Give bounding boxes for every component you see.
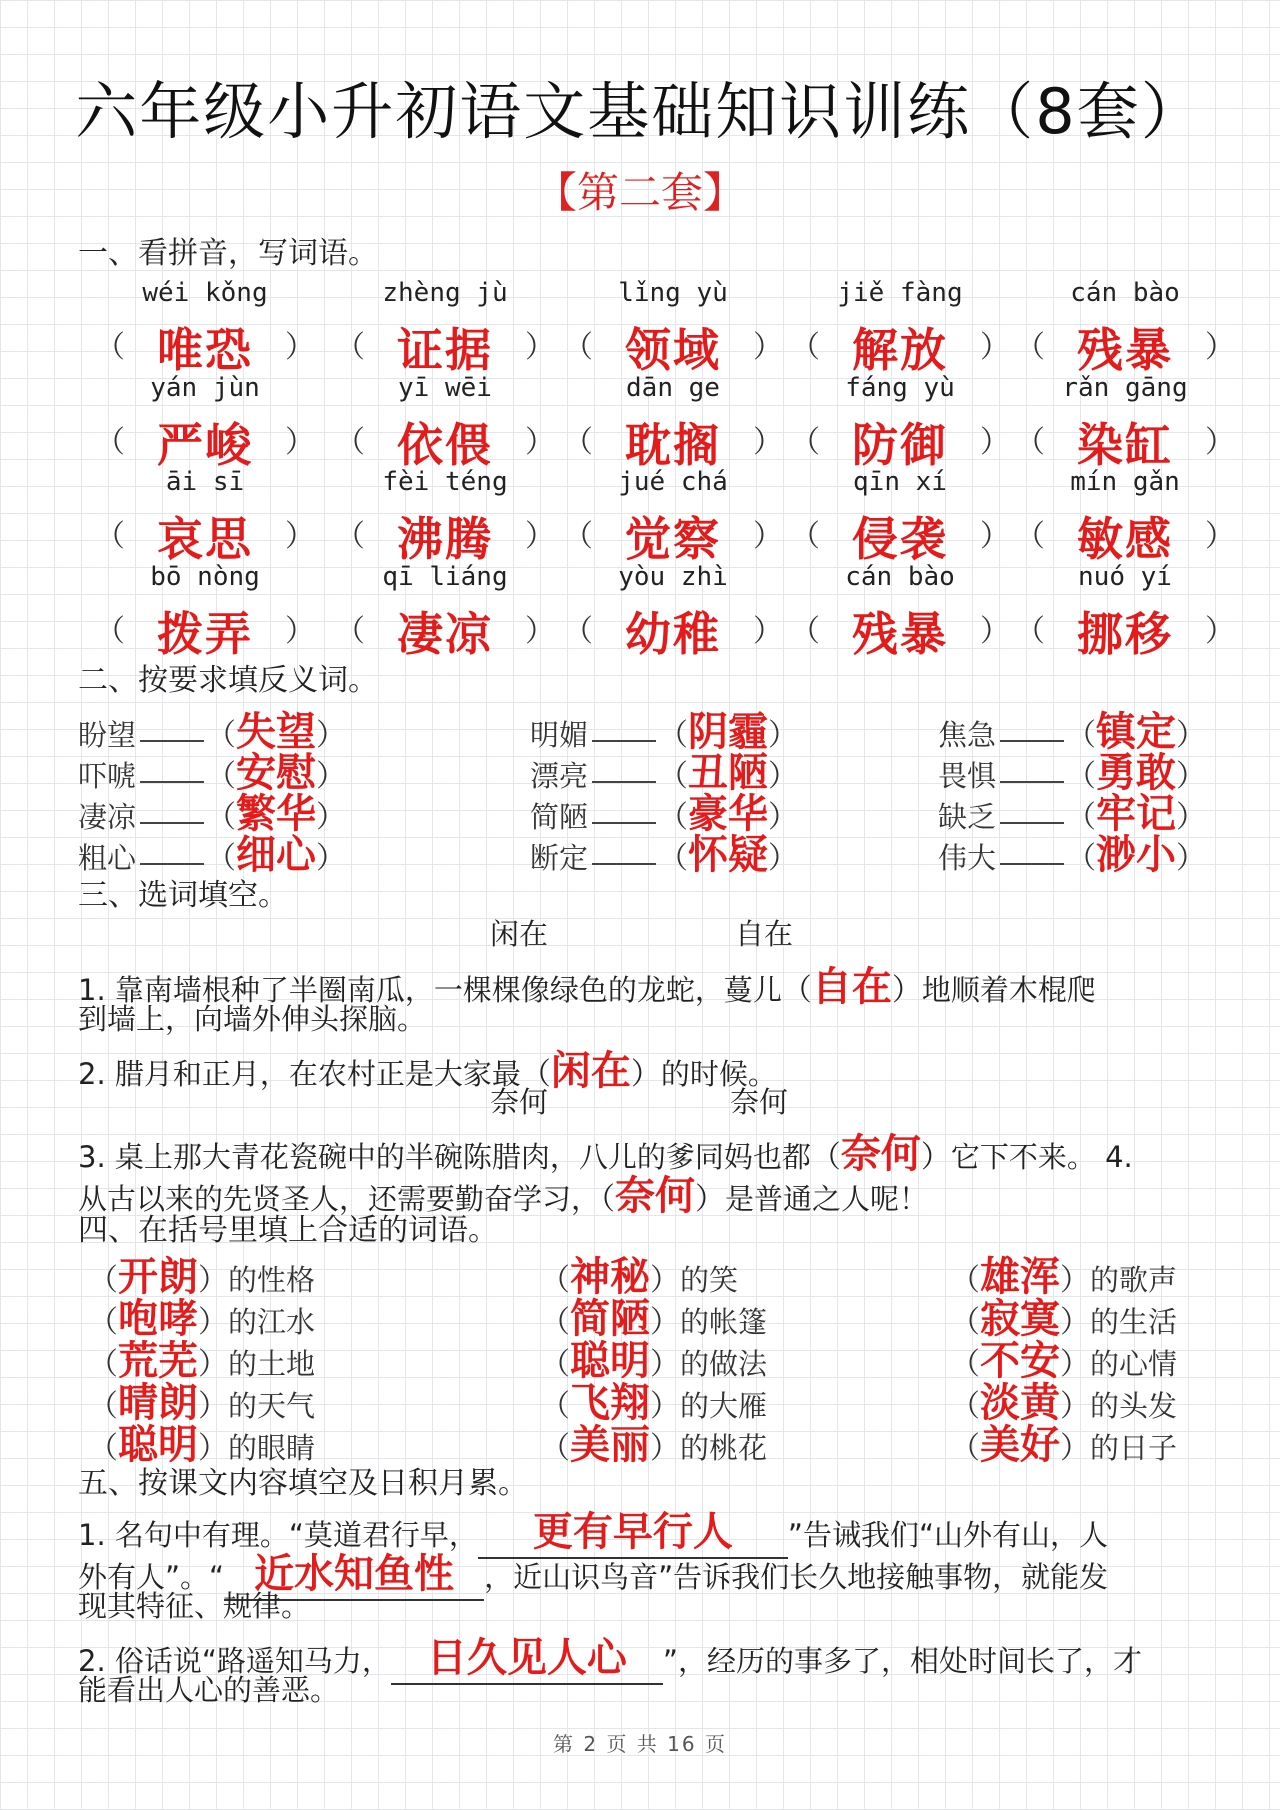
s5-q1-answer: 更有早行人 bbox=[532, 1508, 733, 1555]
fill-word-answer: 美丽 bbox=[570, 1421, 650, 1468]
pinyin-answer: 沸腾 bbox=[397, 512, 493, 566]
pinyin-answer-cell bbox=[95, 503, 315, 566]
s5-q2-text: 2. 俗话说“路遥知马力， bbox=[78, 1644, 391, 1678]
s5-q1-text-end: ”告诫我们“山外有山，人 bbox=[787, 1518, 1108, 1552]
fill-word-answer: 开朗 bbox=[118, 1253, 198, 1300]
left-paren: （ bbox=[563, 519, 593, 554]
q1-text-end: 地顺着木棍爬 bbox=[921, 973, 1096, 1007]
fill-word-item: （简陋）的帐篷 bbox=[540, 1295, 768, 1342]
option-word: 奈何 bbox=[730, 1085, 789, 1119]
fill-word-answer: 不安 bbox=[980, 1337, 1060, 1384]
fill-word-item: （开朗）的性格 bbox=[88, 1253, 316, 1300]
fill-word-phrase: 的性格 bbox=[228, 1263, 316, 1297]
q1-answer: 自在 bbox=[811, 963, 892, 1010]
question-3-line: 3. 桌上那大青花瓷碗中的半碗陈腊肉，八儿的爹同妈也都（奈何）它下不来。 4. bbox=[78, 1130, 1133, 1177]
left-paren: （ bbox=[335, 330, 365, 365]
pinyin-answer-cell bbox=[563, 503, 783, 566]
pinyin-answer: 防御 bbox=[852, 418, 948, 472]
right-paren: ） bbox=[525, 425, 555, 460]
fill-word-phrase: 的头发 bbox=[1090, 1389, 1178, 1423]
pinyin-answer: 严峻 bbox=[157, 418, 253, 472]
pinyin-label: yī wēi bbox=[398, 373, 492, 403]
pinyin-answer-cell bbox=[335, 314, 555, 377]
pinyin-answer-cell bbox=[1015, 314, 1235, 377]
pinyin-answer-cell bbox=[790, 314, 1010, 377]
fill-word-item: （荒芜）的土地 bbox=[88, 1337, 316, 1384]
pinyin-label: bō nòng bbox=[150, 562, 260, 592]
pinyin-label: zhèng jù bbox=[382, 278, 508, 308]
antonym-item: 粗心 （细心） bbox=[78, 831, 347, 878]
pinyin-label: jiě fàng bbox=[837, 278, 963, 308]
fill-word-item: （飞翔）的大雁 bbox=[540, 1379, 768, 1426]
left-paren: （ bbox=[95, 425, 125, 460]
pinyin-label: mín gǎn bbox=[1070, 467, 1180, 497]
right-paren: ） bbox=[525, 614, 555, 649]
pinyin-answer: 敏感 bbox=[1077, 512, 1173, 566]
antonym-answer: 渺小 bbox=[1096, 831, 1177, 878]
pinyin-answer-cell bbox=[95, 598, 315, 661]
fill-word-item: （雄浑）的歌声 bbox=[950, 1253, 1178, 1300]
section-5-heading: 五、按课文内容填空及日积月累。 bbox=[78, 1466, 528, 1501]
option-word: 奈何 bbox=[490, 1085, 549, 1119]
pinyin-label: rǎn gāng bbox=[1062, 373, 1188, 403]
fill-word-answer: 聪明 bbox=[118, 1421, 198, 1468]
fill-word-item: （不安）的心情 bbox=[950, 1337, 1178, 1384]
s5-q1-text-3: ，近山识鸟音”告诉我们长久地接触事物，就能发 bbox=[484, 1560, 1109, 1594]
antonym-answer: 豪华 bbox=[688, 790, 769, 837]
antonym-word: 简陋 bbox=[530, 800, 589, 834]
pinyin-label: fèi téng bbox=[382, 467, 508, 497]
left-paren: （ bbox=[790, 330, 820, 365]
set-subtitle: 【第二套】 bbox=[534, 168, 745, 217]
antonym-word: 焦急 bbox=[938, 718, 997, 752]
pinyin-answer: 哀思 bbox=[157, 512, 253, 566]
dash-divider bbox=[592, 863, 656, 865]
left-paren: （ bbox=[790, 519, 820, 554]
antonym-word: 凄凉 bbox=[78, 800, 137, 834]
fill-word-phrase: 的眼睛 bbox=[228, 1431, 316, 1465]
fill-word-item: （淡黄）的头发 bbox=[950, 1379, 1178, 1426]
pinyin-label: yòu zhì bbox=[618, 562, 728, 592]
section-4-heading: 四、在括号里填上合适的词语。 bbox=[78, 1213, 498, 1248]
s5-q2-line2: 能看出人心的善恶。 bbox=[78, 1673, 340, 1707]
pinyin-answer-cell bbox=[1015, 409, 1235, 472]
antonym-answer: 勇敢 bbox=[1096, 749, 1177, 796]
left-paren: （ bbox=[1015, 519, 1045, 554]
fill-word-item: （美丽）的桃花 bbox=[540, 1421, 768, 1468]
fill-word-item: （咆哮）的江水 bbox=[88, 1295, 316, 1342]
fill-word-answer: 荒芜 bbox=[118, 1337, 198, 1384]
fill-word-phrase: 的心情 bbox=[1090, 1347, 1178, 1381]
antonym-answer: 丑陋 bbox=[688, 749, 769, 796]
q2-answer: 闲在 bbox=[550, 1047, 631, 1094]
dash-divider bbox=[140, 863, 204, 865]
pinyin-answer: 侵袭 bbox=[852, 512, 948, 566]
pinyin-answer-cell bbox=[790, 503, 1010, 566]
pinyin-label: qīn xí bbox=[853, 467, 947, 497]
left-paren: （ bbox=[1015, 425, 1045, 460]
q2-text: 2. 腊月和正月，在农村正是大家最 bbox=[78, 1057, 521, 1091]
pinyin-label: āi sī bbox=[165, 467, 245, 497]
fill-word-answer: 淡黄 bbox=[980, 1379, 1060, 1426]
antonym-item: 缺乏 （牢记） bbox=[938, 790, 1207, 837]
pinyin-answer: 耽搁 bbox=[625, 418, 721, 472]
antonym-answer: 牢记 bbox=[1096, 790, 1177, 837]
q4-answer: 奈何 bbox=[615, 1172, 696, 1219]
pinyin-label: yán jùn bbox=[150, 373, 260, 403]
pinyin-answer-cell bbox=[790, 409, 1010, 472]
fill-word-answer: 聪明 bbox=[570, 1337, 650, 1384]
fill-word-phrase: 的桃花 bbox=[680, 1431, 768, 1465]
pinyin-answer-cell bbox=[95, 314, 315, 377]
pinyin-answer-cell bbox=[790, 598, 1010, 661]
fill-word-phrase: 的帐篷 bbox=[680, 1305, 768, 1339]
q1-text: 1. 靠南墙根种了半圈南瓜，一棵棵像绿色的龙蛇，蔓儿 bbox=[78, 973, 782, 1007]
fill-word-answer: 飞翔 bbox=[570, 1379, 650, 1426]
pinyin-answer: 染缸 bbox=[1077, 418, 1173, 472]
antonym-answer: 阴霾 bbox=[688, 708, 769, 755]
antonym-item: 盼望 （失望） bbox=[78, 708, 347, 755]
pinyin-answer-cell bbox=[335, 598, 555, 661]
pinyin-answer-cell bbox=[335, 409, 555, 472]
fill-word-item: （聪明）的做法 bbox=[540, 1337, 768, 1384]
fill-word-phrase: 的天气 bbox=[228, 1389, 316, 1423]
pinyin-answer: 残暴 bbox=[852, 607, 948, 661]
antonym-word: 畏惧 bbox=[938, 759, 997, 793]
right-paren: ） bbox=[525, 330, 555, 365]
right-paren: ） bbox=[980, 614, 1010, 649]
fill-word-answer: 简陋 bbox=[570, 1295, 650, 1342]
antonym-answer: 安慰 bbox=[236, 749, 317, 796]
pinyin-answer: 残暴 bbox=[1077, 323, 1173, 377]
antonym-answer: 细心 bbox=[236, 831, 317, 878]
fill-word-phrase: 的土地 bbox=[228, 1347, 316, 1381]
left-paren: （ bbox=[563, 614, 593, 649]
antonym-word: 漂亮 bbox=[530, 759, 589, 793]
pinyin-label: dān ge bbox=[626, 373, 720, 403]
fill-word-phrase: 的生活 bbox=[1090, 1305, 1178, 1339]
left-paren: （ bbox=[335, 614, 365, 649]
pinyin-answer-cell bbox=[563, 409, 783, 472]
section-2-heading: 二、按要求填反义词。 bbox=[78, 663, 378, 698]
q2-text-end: 的时候。 bbox=[660, 1057, 777, 1091]
fill-word-phrase: 的歌声 bbox=[1090, 1263, 1178, 1297]
right-paren: ） bbox=[753, 330, 783, 365]
antonym-item: 凄凉 （繁华） bbox=[78, 790, 347, 837]
left-paren: （ bbox=[563, 425, 593, 460]
q3-text: 3. 桌上那大青花瓷碗中的半碗陈腊肉，八儿的爹同妈也都 bbox=[78, 1140, 811, 1174]
left-paren: （ bbox=[1015, 614, 1045, 649]
pinyin-label: cán bào bbox=[845, 562, 955, 592]
q3-text-end: 它下不来。 4. bbox=[950, 1140, 1133, 1174]
page-footer: 第 2 页 共 16 页 bbox=[553, 1732, 727, 1756]
antonym-answer: 失望 bbox=[236, 708, 317, 755]
right-paren: ） bbox=[980, 425, 1010, 460]
option-word: 自在 bbox=[735, 917, 794, 951]
pinyin-answer: 领域 bbox=[625, 323, 721, 377]
antonym-item: 明媚 （阴霾） bbox=[530, 708, 799, 755]
left-paren: （ bbox=[95, 330, 125, 365]
pinyin-answer: 证据 bbox=[397, 323, 493, 377]
antonym-word: 明媚 bbox=[530, 718, 589, 752]
right-paren: ） bbox=[753, 425, 783, 460]
q4-text: 从古以来的先贤圣人，还需要勤奋学习， bbox=[78, 1182, 601, 1216]
antonym-item: 断定 （怀疑） bbox=[530, 831, 799, 878]
pinyin-answer: 幼稚 bbox=[625, 607, 721, 661]
antonym-answer: 怀疑 bbox=[688, 831, 769, 878]
antonym-item: 吓唬 （安慰） bbox=[78, 749, 347, 796]
antonym-item: 伟大 （渺小） bbox=[938, 831, 1207, 878]
right-paren: ） bbox=[285, 330, 315, 365]
antonym-answer: 镇定 bbox=[1096, 708, 1177, 755]
right-paren: ） bbox=[285, 519, 315, 554]
s5-q1-text: 1. 名句中有理。“莫道君行早， bbox=[78, 1518, 478, 1552]
antonym-item: 简陋 （豪华） bbox=[530, 790, 799, 837]
left-paren: （ bbox=[790, 614, 820, 649]
left-paren: （ bbox=[1015, 330, 1045, 365]
s5-q1-text-2: 外有人”。“ bbox=[78, 1560, 225, 1594]
fill-word-phrase: 的江水 bbox=[228, 1305, 316, 1339]
right-paren: ） bbox=[1205, 425, 1235, 460]
antonym-item: 漂亮 （丑陋） bbox=[530, 749, 799, 796]
option-word: 闲在 bbox=[490, 917, 549, 951]
right-paren: ） bbox=[285, 425, 315, 460]
s5-q1-answer-2: 近水知鱼性 bbox=[254, 1550, 455, 1597]
pinyin-label: jué chá bbox=[618, 467, 728, 497]
question-4-line: 从古以来的先贤圣人，还需要勤奋学习，（奈何）是普通之人呢！ bbox=[78, 1172, 929, 1219]
left-paren: （ bbox=[563, 330, 593, 365]
q4-text-end: 是普通之人呢！ bbox=[725, 1182, 929, 1216]
right-paren: ） bbox=[980, 330, 1010, 365]
right-paren: ） bbox=[285, 614, 315, 649]
right-paren: ） bbox=[753, 519, 783, 554]
pinyin-answer-cell bbox=[563, 598, 783, 661]
q3-answer: 奈何 bbox=[840, 1130, 921, 1177]
pinyin-answer: 挪移 bbox=[1077, 607, 1173, 661]
fill-word-answer: 美好 bbox=[980, 1421, 1060, 1468]
question-1-line: 1. 靠南墙根种了半圈南瓜，一棵棵像绿色的龙蛇，蔓儿（自在）地顺着木棍爬 bbox=[78, 963, 1096, 1010]
s5-q2-answer: 日久见人心 bbox=[426, 1634, 627, 1681]
fill-word-phrase: 的笑 bbox=[680, 1263, 739, 1297]
left-paren: （ bbox=[95, 614, 125, 649]
right-paren: ） bbox=[1205, 519, 1235, 554]
left-paren: （ bbox=[335, 519, 365, 554]
pinyin-label: nuó yí bbox=[1078, 562, 1172, 592]
right-paren: ） bbox=[980, 519, 1010, 554]
fill-word-item: （寂寞）的生活 bbox=[950, 1295, 1178, 1342]
fill-word-answer: 雄浑 bbox=[980, 1253, 1060, 1300]
section-3-heading: 三、选词填空。 bbox=[78, 878, 288, 913]
pinyin-label: fáng yù bbox=[845, 373, 955, 403]
pinyin-answer-cell bbox=[95, 409, 315, 472]
dash-divider bbox=[1000, 863, 1064, 865]
fill-word-item: （美好）的日子 bbox=[950, 1421, 1178, 1468]
left-paren: （ bbox=[95, 519, 125, 554]
pinyin-label: lǐng yù bbox=[618, 278, 728, 308]
right-paren: ） bbox=[1205, 614, 1235, 649]
s5-q1-line3: 现其特征、规律。 bbox=[78, 1589, 311, 1623]
pinyin-answer: 凄凉 bbox=[397, 607, 493, 661]
pinyin-label: cán bào bbox=[1070, 278, 1180, 308]
pinyin-answer-cell bbox=[1015, 598, 1235, 661]
pinyin-label: wéi kǒng bbox=[142, 278, 268, 308]
left-paren: （ bbox=[790, 425, 820, 460]
antonym-word: 粗心 bbox=[78, 841, 137, 875]
pinyin-answer: 拨弄 bbox=[157, 607, 253, 661]
fill-word-answer: 晴朗 bbox=[118, 1379, 198, 1426]
pinyin-answer-cell bbox=[563, 314, 783, 377]
fill-word-item: （晴朗）的天气 bbox=[88, 1379, 316, 1426]
fill-word-item: （神秘）的笑 bbox=[540, 1253, 739, 1300]
pinyin-answer: 依偎 bbox=[397, 418, 493, 472]
antonym-word: 断定 bbox=[530, 841, 589, 875]
fill-word-answer: 咆哮 bbox=[118, 1295, 198, 1342]
pinyin-answer: 觉察 bbox=[625, 512, 721, 566]
antonym-item: 焦急 （镇定） bbox=[938, 708, 1207, 755]
antonym-item: 畏惧 （勇敢） bbox=[938, 749, 1207, 796]
fill-word-answer: 寂寞 bbox=[980, 1295, 1060, 1342]
antonym-word: 缺乏 bbox=[938, 800, 997, 834]
fill-word-phrase: 的大雁 bbox=[680, 1389, 768, 1423]
antonym-answer: 繁华 bbox=[236, 790, 317, 837]
pinyin-label: qī liáng bbox=[382, 562, 508, 592]
question-1-cont: 到墙上，向墙外伸头探脑。 bbox=[78, 1002, 427, 1036]
fill-word-phrase: 的做法 bbox=[680, 1347, 768, 1381]
right-paren: ） bbox=[1205, 330, 1235, 365]
right-paren: ） bbox=[525, 519, 555, 554]
right-paren: ） bbox=[753, 614, 783, 649]
fill-word-phrase: 的日子 bbox=[1090, 1431, 1178, 1465]
antonym-word: 盼望 bbox=[78, 718, 137, 752]
pinyin-answer-cell bbox=[335, 503, 555, 566]
question-2-line: 2. 腊月和正月，在农村正是大家最（闲在）的时候。 bbox=[78, 1047, 777, 1094]
fill-word-answer: 神秘 bbox=[570, 1253, 650, 1300]
section-1-heading: 一、看拼音，写词语。 bbox=[78, 236, 378, 271]
left-paren: （ bbox=[335, 425, 365, 460]
s5-q2-text-end: ”，经历的事多了，相处时间长了，才 bbox=[662, 1644, 1142, 1678]
antonym-word: 吓唬 bbox=[78, 759, 137, 793]
pinyin-answer: 唯恐 bbox=[157, 323, 253, 377]
page-title: 六年级小升初语文基础知识训练（8套） bbox=[75, 75, 1205, 148]
pinyin-answer: 解放 bbox=[852, 323, 948, 377]
fill-word-item: （聪明）的眼睛 bbox=[88, 1421, 316, 1468]
pinyin-answer-cell bbox=[1015, 503, 1235, 566]
antonym-word: 伟大 bbox=[938, 841, 997, 875]
